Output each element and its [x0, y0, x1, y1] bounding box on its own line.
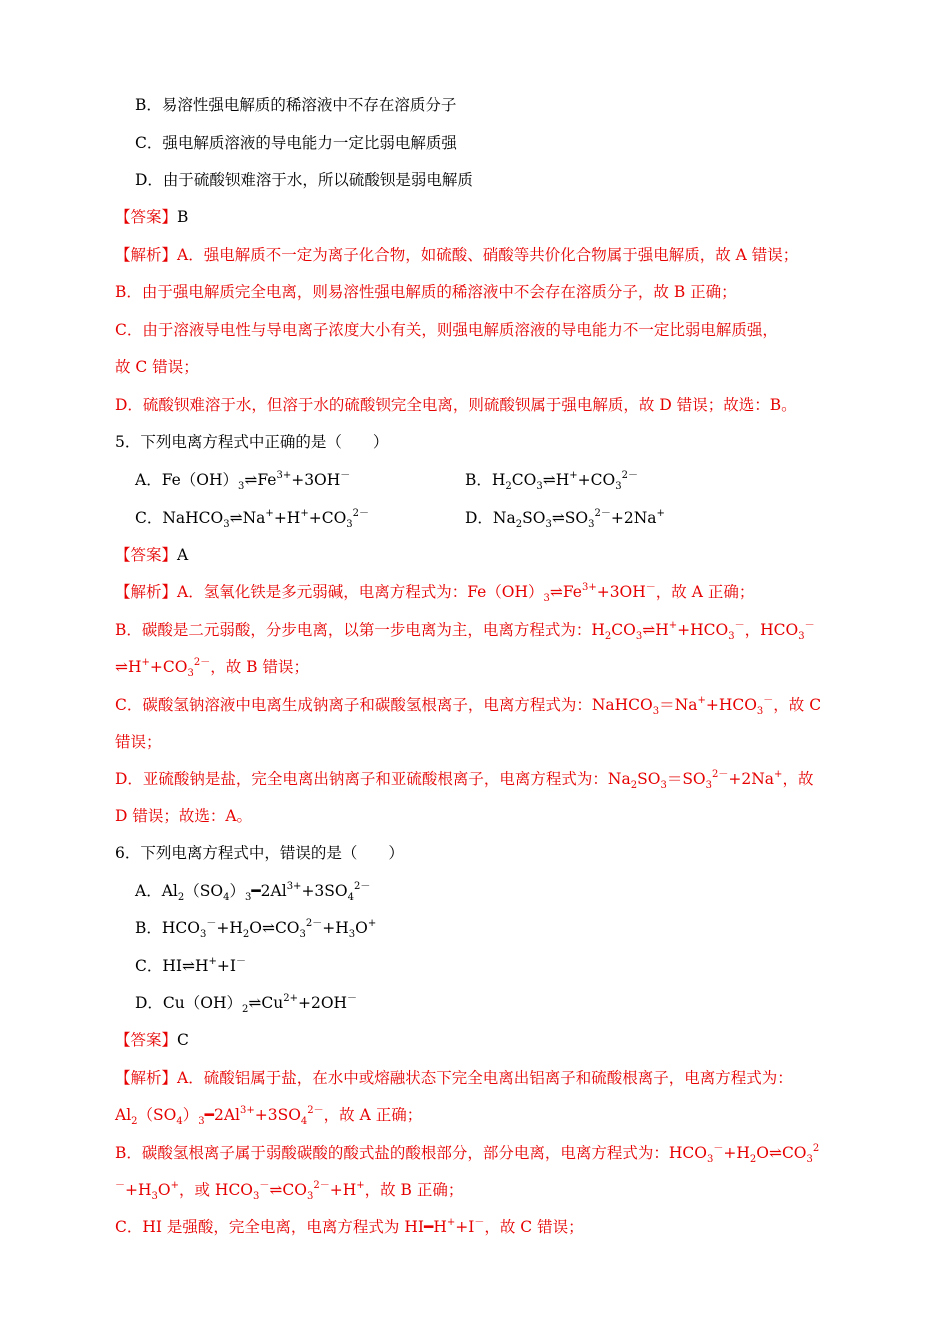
text-line-l25: B．$HCO_3^-+H_2O\rightleftharpoons CO_3^{2-}+H_3O^+$ [135, 918, 377, 940]
text-line-l12: B．$H_2CO_3\rightleftharpoons H^++CO_3^{2-}$ [465, 470, 638, 492]
text-line-l3: D．由于硫酸钡难溶于水，所以硫酸钡是弱电解质 [135, 171, 473, 189]
text-line-l10: 5．下列电离方程式中正确的是（ ） [115, 433, 389, 451]
text-line-l6: B．由于强电解质完全电离，则易溶性强电解质的稀溶液中不会存在溶质分子，故 B 正确； [115, 283, 737, 301]
text-line-l4: 【答案】B [115, 208, 189, 226]
text-line-l21: D．亚硫酸钠是盐，完全电离出钠离子和亚硫酸根离子，电离方程式为：$Na_2SO_3=SO_3^{2-}+2Na^+$，故 [115, 769, 814, 791]
text-line-l5: 【解析】A．强电解质不一定为离子化合物，如硫酸、硝酸等共价化合物属于强电解质，故 A 错误； [115, 246, 799, 264]
text-line-l17: B．碳酸是二元弱酸，分步电离，以第一步电离为主，电离方程式为：$H_2CO_3\rightleftharpoons H^++HCO_3^-$，$HCO_3^-$ [115, 620, 815, 642]
text-line-l23: 6．下列电离方程式中，错误的是（ ） [115, 844, 404, 862]
text-line-l13: C．$NaHCO_3\rightleftharpoons Na^++H^++CO_3^{2-}$ [135, 508, 370, 530]
text-line-l32: $^-+H_3O^+$，或 $HCO_3^-\rightleftharpoons CO_3^{2-}+H^+$，故 B 正确； [115, 1180, 464, 1202]
text-line-l26: C．HI⇌H++I－ [135, 956, 247, 975]
text-line-l30: $Al_2(SO_4)_3━2Al^{3+}+3SO_4^{2-}$，故 A 正确； [115, 1105, 423, 1127]
text-line-l9: D．硫酸钡难溶于水，但溶于水的硫酸钡完全电离，则硫酸钡属于强电解质，故 D 错误；故选：B。 [115, 396, 797, 414]
text-line-l24: A．$Al_2(SO_4)_3━2Al^{3+}+3SO_4^{2-}$ [135, 881, 371, 903]
text-line-l19: C．碳酸氢钠溶液中电离生成钠离子和碳酸氢根离子，电离方程式为：$NaHCO_3=Na^++HCO_3^-$，故 C [115, 695, 822, 717]
text-line-l11: A．$Fe(OH)_3\rightleftharpoons Fe^{3+}+3OH^-$ [135, 470, 351, 492]
text-line-l31: B．碳酸氢根离子属于弱酸碳酸的酸式盐的酸根部分，部分电离，电离方程式为：$HCO_3^-+H_2O\rightleftharpoons CO_3^2$ [115, 1143, 820, 1165]
text-line-l20: 错误； [115, 733, 162, 751]
text-line-l2: C．强电解质溶液的导电能力一定比弱电解质强 [135, 134, 457, 152]
text-line-l1: B．易溶性强电解质的稀溶液中不存在溶质分子 [135, 96, 457, 114]
text-line-l18: $\rightleftharpoons H^++CO_3^{2-}$，故 B 错误； [115, 657, 309, 679]
text-line-l14: D．$Na_2SO_3\rightleftharpoons SO_3^{2-}+2Na^+$ [465, 508, 665, 530]
text-line-l8: 故 C 错误； [115, 358, 199, 376]
text-line-l22: D 错误；故选：A。 [115, 807, 253, 825]
text-line-l28: 【答案】C [115, 1031, 189, 1049]
text-line-l27: D．$Cu(OH)_2\rightleftharpoons Cu^{2+}+2OH^-$ [135, 993, 358, 1015]
text-line-l16: 【解析】A．氢氧化铁是多元弱碱，电离方程式为：$Fe(OH)_3\rightleftharpoons Fe^{3+}+3OH^-$，故 A 正确； [115, 582, 755, 604]
text-line-l33: C．HI 是强酸，完全电离，电离方程式为 HI━H++I－，故 C 错误； [115, 1217, 584, 1236]
text-line-l29: 【解析】A．硫酸铝属于盐，在水中或熔融状态下完全电离出铝离子和硫酸根离子，电离方程式为： [115, 1069, 793, 1087]
text-line-l7: C．由于溶液导电性与导电离子浓度大小有关，则强电解质溶液的导电能力不一定比弱电解质强， [115, 321, 778, 339]
text-line-l15: 【答案】A [115, 546, 189, 564]
